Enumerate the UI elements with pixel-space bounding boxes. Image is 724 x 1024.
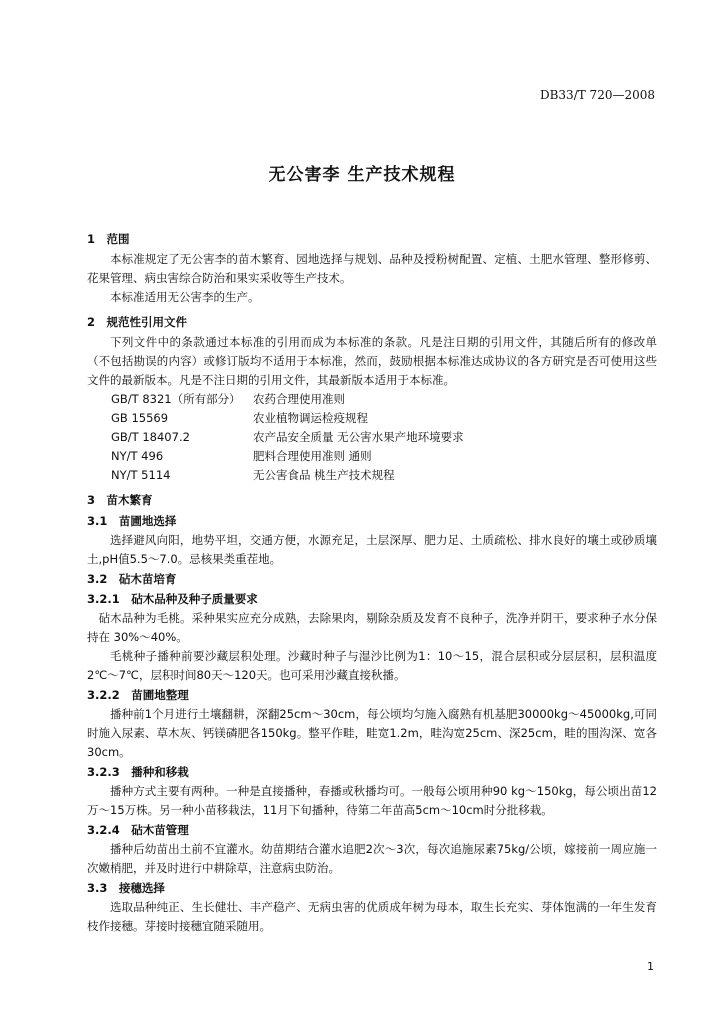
- paragraph: 播种后幼苗出土前不宜灌水。幼苗期结合灌水追肥2次～3次，每次追施尿素75kg/公顷，嫁接前一周应施一次嫩梢肥，并及时进行中耕除草，注意病虫防治。: [87, 842, 657, 875]
- reference-name: 肥料合理使用准则 通则: [253, 449, 372, 463]
- document-body: [87, 224, 657, 936]
- section-3-1-heading: 3.1 苗圃地选择: [87, 514, 177, 528]
- section-3-2-2-heading: 3.2.2 苗圃地整理: [87, 688, 189, 702]
- section-3-heading: 3 苗木繁育: [87, 493, 153, 507]
- reference-item: [111, 390, 657, 409]
- reference-code: GB/T 8321（所有部分）: [111, 392, 241, 406]
- reference-item: [111, 409, 657, 428]
- section-2-heading: 2 规范性引用文件: [87, 315, 188, 329]
- section-3-3-heading: 3.3 接穗选择: [87, 881, 165, 895]
- reference-list: [111, 390, 657, 485]
- reference-name: 农产品安全质量 无公害水果产地环境要求: [253, 430, 464, 444]
- reference-item: [111, 428, 657, 447]
- paragraph: 播种方式主要有两种。一种是直接播种，春播或秋播均可。一般每公顷用种90 kg～150kg，每公顷出苗12万～15万株。另一种小苗移栽法，11月下旬播种，待第二年苗高5cm～10cm时分批移栽。: [87, 784, 657, 817]
- section-3-2-heading: 3.2 砧木苗培育: [87, 572, 177, 586]
- paragraph: 播种前1个月进行土壤翻耕，深翻25cm～30cm，每公顷均匀施入腐熟有机基肥30000kg～45000kg,可同时施入尿素、草木灰、钙镁磷肥各150kg。整平作畦，畦宽1.2m，畦沟宽25cm、深25cm，畦的围沟深、宽各30cm。: [87, 707, 657, 759]
- paragraph: 选择避风向阳，地势平坦，交通方便，水源充足，土层深厚、肥力足、土质疏松、排水良好的壤土或砂质壤土,pH值5.5～7.0。忌核果类重茬地。: [87, 533, 657, 566]
- reference-name: 无公害食品 桃生产技术规程: [253, 468, 395, 482]
- standard-code: DB33/T 720—2008: [539, 88, 655, 102]
- reference-code: GB 15569: [111, 411, 169, 425]
- paragraph: 选取品种纯正、生长健壮、丰产稳产、无病虫害的优质成年树为母本，取生长充实、芽体饱满的一年生发育枝作接穗。芽接时接穗宜随采随用。: [87, 900, 657, 933]
- paragraph: 砧木品种为毛桃。采种果实应充分成熟，去除果肉，剔除杂质及发育不良种子，洗净并阴干，要求种子水分保持在 30%～40%。: [87, 611, 657, 644]
- paragraph: 毛桃种子播种前要沙藏层积处理。沙藏时种子与湿沙比例为1：10～15，混合层积或分层层积，层积温度2℃～7℃，层积时间80天～120天。也可采用沙藏直接秋播。: [87, 649, 657, 682]
- section-3-2-3-heading: 3.2.3 播种和移栽: [87, 765, 189, 779]
- section-3-2-4-heading: 3.2.4 砧木苗管理: [87, 823, 189, 837]
- reference-name: 农业植物调运检疫规程: [253, 411, 368, 425]
- reference-name: 农药合理使用准则: [253, 392, 345, 406]
- reference-code: NY/T 5114: [111, 468, 171, 482]
- reference-code: NY/T 496: [111, 449, 164, 463]
- reference-item: [111, 466, 657, 485]
- page-number: 1: [647, 960, 654, 973]
- reference-code: GB/T 18407.2: [111, 430, 190, 444]
- paragraph: 下列文件中的条款通过本标准的引用而成为本标准的条款。凡是注日期的引用文件，其随后所有的修改单（不包括勘误的内容）或修订版均不适用于本标准，然而，鼓励根据本标准达成协议的各方研究是否可使用这些文件的最新版本。凡是不注日期的引用文件，其最新版本适用于本标准。: [87, 335, 657, 387]
- section-3-2-1-heading: 3.2.1 砧木品种及种子质量要求: [87, 592, 258, 606]
- section-1-heading: 1 范围: [87, 232, 130, 246]
- reference-item: [111, 447, 657, 466]
- paragraph: 本标准规定了无公害李的苗木繁育、园地选择与规划、品种及授粉树配置、定植、土肥水管理、整形修剪、花果管理、病虫害综合防治和果实采收等生产技术。: [87, 252, 657, 285]
- document-title: 无公害李 生产技术规程: [268, 165, 456, 185]
- paragraph: 本标准适用无公害李的生产。: [110, 290, 260, 304]
